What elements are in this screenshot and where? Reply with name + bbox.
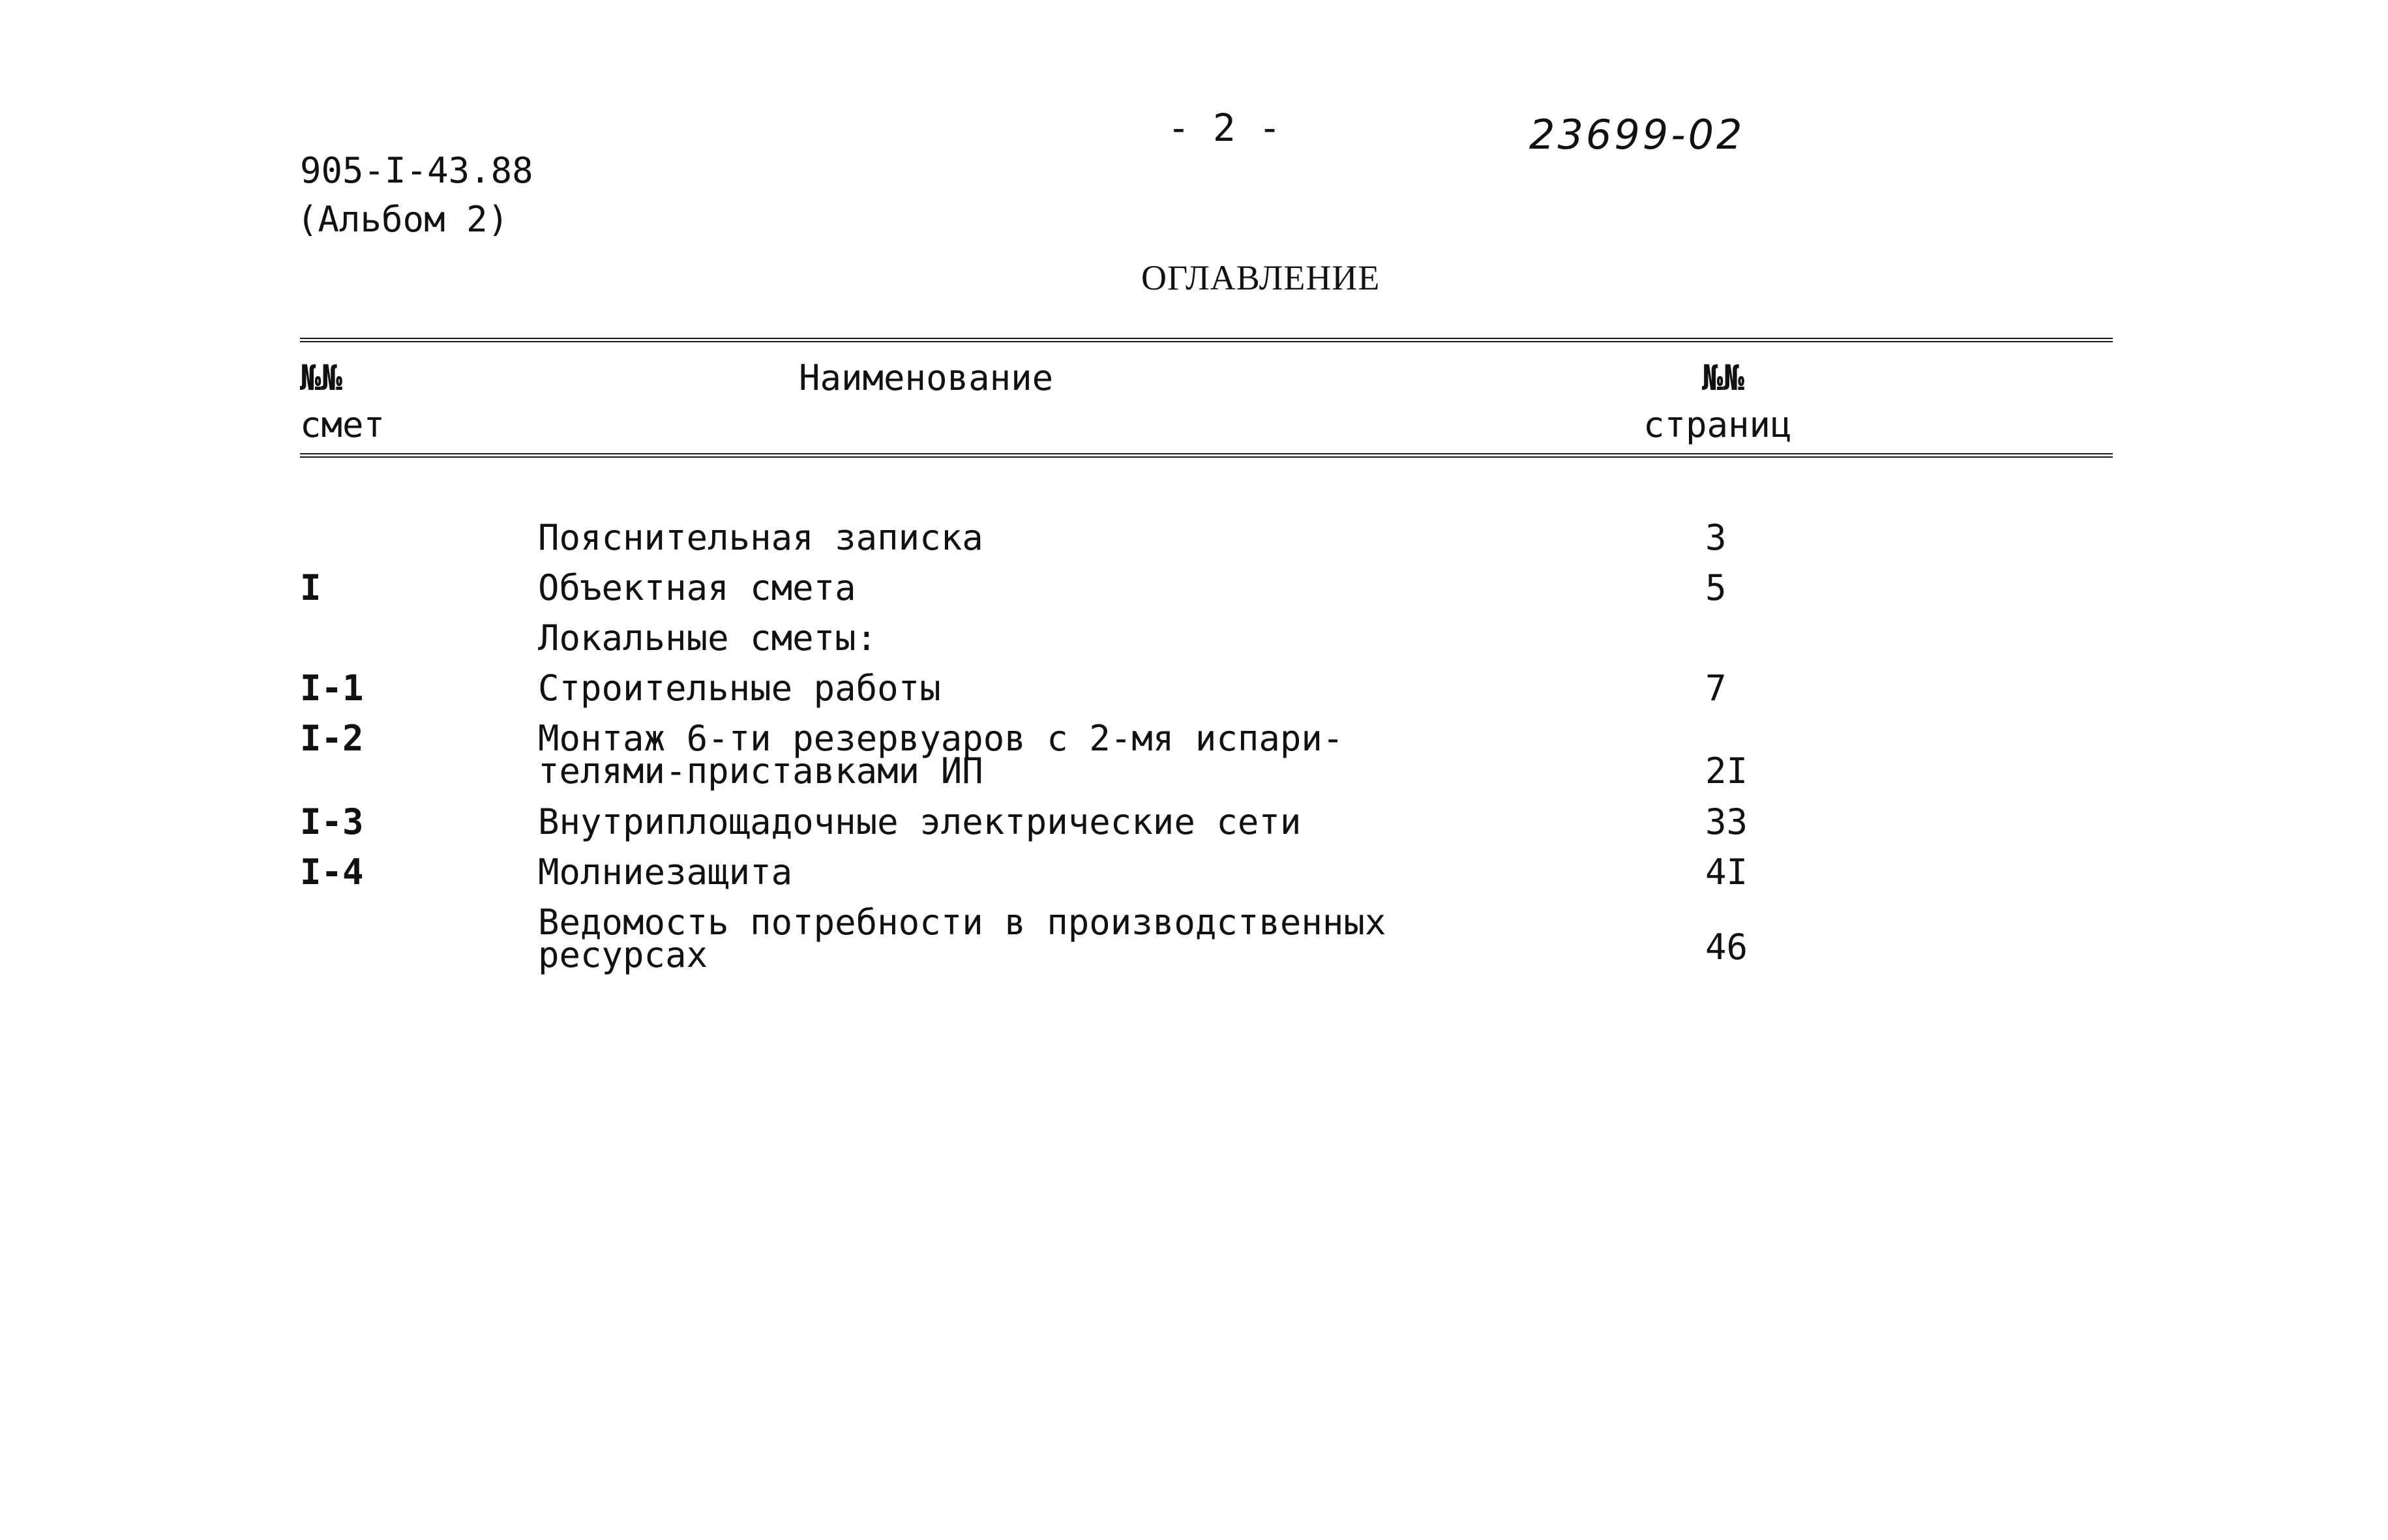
entry-page: 4I: [1705, 851, 1748, 893]
column-header-page-no: №№: [1702, 357, 1745, 398]
estimate-number: I-3: [300, 801, 364, 842]
column-header-page-no-sub: страниц: [1643, 404, 1792, 445]
table-header-rule: [300, 453, 2113, 458]
entry-name: Строительные работы: [538, 668, 941, 709]
estimate-number: I-1: [300, 668, 364, 709]
entry-name: Объектная смета: [538, 567, 856, 608]
entry-page: 7: [1705, 668, 1727, 709]
entry-page: 2I: [1705, 750, 1748, 792]
registration-number: 23699-02: [1529, 111, 1745, 158]
estimate-number: I-2: [300, 718, 364, 759]
column-header-name: Наименование: [799, 357, 1054, 398]
estimate-number: I-4: [300, 851, 364, 893]
entry-name: Внутриплощадочные электрические сети: [538, 801, 1302, 842]
column-header-estimate-no-sub: смет: [300, 404, 385, 445]
page-title: ОГЛАВЛЕНИЕ: [1141, 258, 1381, 297]
entry-name: Ведомость потребности в производственных ресурсах: [538, 902, 1386, 975]
column-header-estimate-no: №№: [300, 357, 343, 398]
entry-name: Молниезащита: [538, 851, 793, 893]
entry-name: Пояснительная записка: [538, 517, 983, 558]
table-top-rule: [300, 338, 2113, 342]
entry-page: 5: [1705, 567, 1727, 608]
entry-name: Локальные сметы:: [538, 617, 878, 659]
entry-page: 3: [1705, 517, 1727, 558]
entry-page: 46: [1705, 926, 1748, 968]
project-code: 905-I-43.88: [300, 150, 533, 191]
entry-name: Монтаж 6-ти резервуаров с 2-мя испари- телями-приставками ИП: [538, 718, 1344, 792]
album-label: (Альбом 2): [297, 199, 509, 240]
page-number: - 2 -: [1167, 106, 1281, 150]
entry-page: 33: [1705, 801, 1748, 842]
estimate-number: I: [300, 567, 321, 608]
